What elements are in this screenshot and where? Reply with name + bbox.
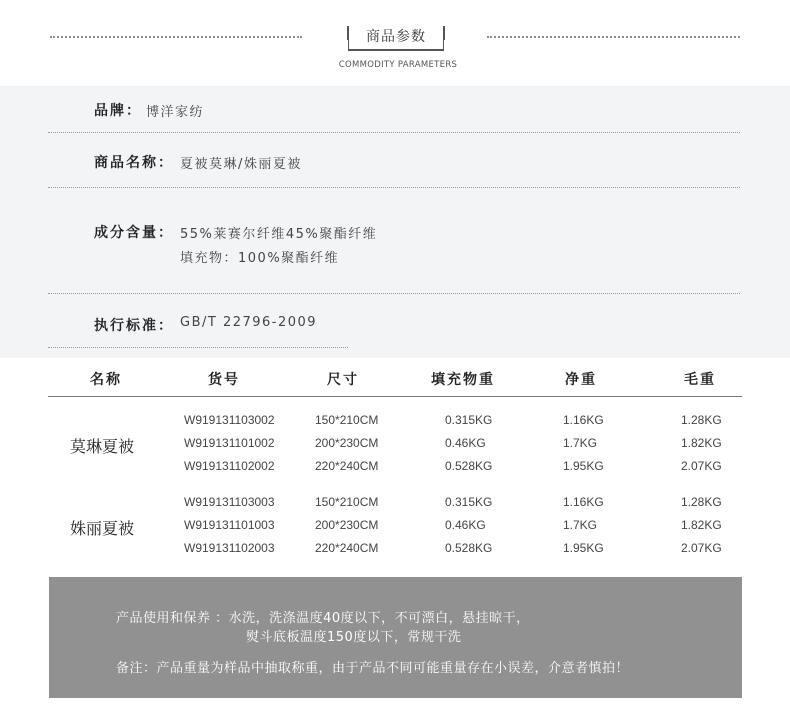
brand-label: 品牌： <box>94 103 142 119</box>
col-header-sku: 货号 <box>208 372 240 388</box>
weight-note: 备注：产品重量为样品中抽取称重，由于产品不同可能重量存在小误差，介意者慎拍！ <box>116 661 630 676</box>
product-group-name: 姝丽夏被 <box>70 519 135 538</box>
table-cell: 150*210CM <box>315 413 379 427</box>
table-cell: 2.07KG <box>681 541 722 555</box>
product-name-label: 商品名称： <box>94 155 174 171</box>
brand-value: 博洋家纺 <box>146 105 205 120</box>
table-cell: 150*210CM <box>315 495 379 509</box>
divider <box>48 132 740 133</box>
col-header-name: 名称 <box>90 372 122 388</box>
composition-value: 55%莱赛尔纤维45%聚酯纤维 <box>180 227 378 242</box>
divider <box>48 187 740 188</box>
table-cell: 1.82KG <box>681 436 722 450</box>
care-instructions-line1: 产品使用和保养 ：水洗，洗涤温度40度以下，不可漂白，悬挂晾干， <box>116 611 530 626</box>
table-cell: 200*230CM <box>315 436 379 450</box>
col-header-fill-weight: 填充物重 <box>431 372 495 388</box>
table-cell: 0.528KG <box>445 459 493 473</box>
table-cell: 220*240CM <box>315 541 379 555</box>
filling-value: 填充物：100%聚酯纤维 <box>180 251 340 266</box>
table-cell: W919131102002 <box>184 459 275 473</box>
table-cell: 1.28KG <box>681 495 722 509</box>
table-cell: 1.82KG <box>681 518 722 532</box>
composition-label: 成分含量： <box>94 225 174 241</box>
table-cell: W919131101003 <box>184 518 275 532</box>
header-divider-right <box>487 36 740 38</box>
col-header-size: 尺寸 <box>327 372 359 388</box>
table-header-rule <box>48 396 742 397</box>
standard-value: GB/T 22796-2009 <box>180 315 318 330</box>
table-cell: 1.7KG <box>563 518 598 532</box>
table-cell: W919131101002 <box>184 436 275 450</box>
table-cell: 1.16KG <box>563 413 604 427</box>
table-cell: 0.46KG <box>445 518 486 532</box>
product-name-value: 夏被莫琳/姝丽夏被 <box>180 157 302 172</box>
section-title: 商品参数 <box>348 26 444 51</box>
standard-label: 执行标准： <box>94 318 174 334</box>
table-cell: 1.28KG <box>681 413 722 427</box>
col-header-net-weight: 净重 <box>565 372 597 388</box>
table-cell: 220*240CM <box>315 459 379 473</box>
section-subtitle: COMMODITY PARAMETERS <box>338 60 458 70</box>
header-divider-left <box>50 36 302 38</box>
divider <box>48 347 348 348</box>
product-group-name: 莫琳夏被 <box>70 437 135 456</box>
divider <box>48 293 740 294</box>
table-cell: 1.95KG <box>563 541 604 555</box>
col-header-gross-weight: 毛重 <box>684 372 716 388</box>
table-cell: W919131103003 <box>184 495 275 509</box>
table-cell: 1.95KG <box>563 459 604 473</box>
table-cell: 0.315KG <box>445 495 493 509</box>
table-cell: 1.16KG <box>563 495 604 509</box>
table-cell: 1.7KG <box>563 436 598 450</box>
care-instructions-line2: 熨斗底板温度150度以下，常规干洗 <box>246 630 462 645</box>
table-cell: 0.46KG <box>445 436 486 450</box>
table-cell: W919131103002 <box>184 413 275 427</box>
table-cell: 0.315KG <box>445 413 493 427</box>
table-cell: 2.07KG <box>681 459 722 473</box>
table-cell: W919131102003 <box>184 541 275 555</box>
table-cell: 0.528KG <box>445 541 493 555</box>
table-cell: 200*230CM <box>315 518 379 532</box>
